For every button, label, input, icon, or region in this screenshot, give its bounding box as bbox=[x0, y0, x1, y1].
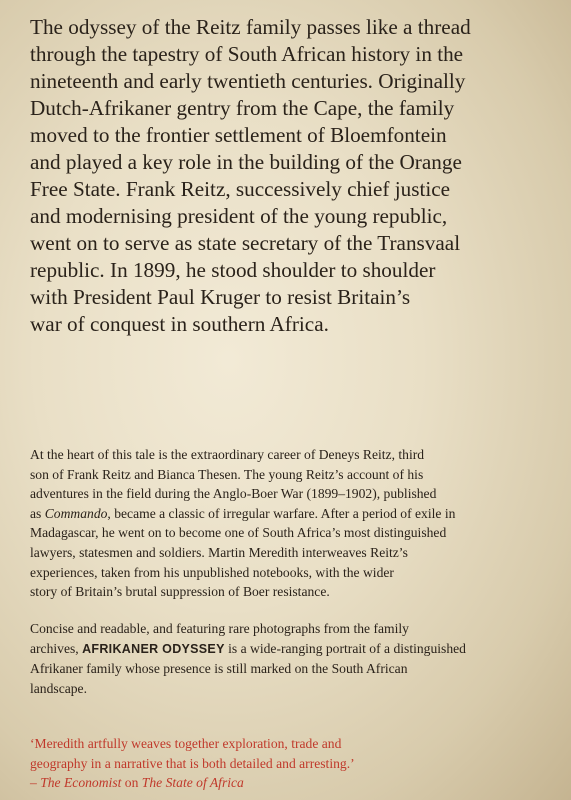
attribution-connector: on bbox=[121, 775, 142, 791]
book-title-commando: Commando bbox=[44, 505, 108, 521]
body-line: adventures in the field during the Anglo-Boer War (1899–1902), published bbox=[30, 486, 437, 502]
intro-line: and modernising president of the young republic, bbox=[30, 204, 448, 228]
intro-line: republic. In 1899, he stood shoulder to shoulder bbox=[30, 258, 436, 282]
quote-line: ‘Meredith artfully weaves together exploration, trade and bbox=[30, 736, 342, 751]
body-paragraph-summary bbox=[30, 619, 560, 698]
body-line: Concise and readable, and featuring rare photographs from the family bbox=[30, 621, 409, 636]
body-line: experiences, taken from his unpublished notebooks, with the wider bbox=[30, 564, 394, 580]
attribution-dash: – bbox=[30, 775, 41, 791]
body-line bbox=[30, 504, 560, 524]
body-line: story of Britain’s brutal suppression of Boer resistance. bbox=[30, 584, 330, 600]
intro-line: Dutch-Afrikaner gentry from the Cape, the family bbox=[30, 96, 455, 120]
review-quote bbox=[30, 734, 560, 793]
intro-line: and played a key role in the building of the Orange bbox=[30, 150, 462, 174]
body-line: son of Frank Reitz and Bianca Thesen. The young Reitz’s account of his bbox=[30, 466, 424, 482]
quote-line: geography in a narrative that is both detailed and arresting.’ bbox=[30, 755, 355, 771]
body-text: archives, bbox=[30, 640, 83, 656]
intro-blurb bbox=[30, 14, 560, 338]
body-line bbox=[30, 639, 560, 660]
book-title: AFRIKANER ODYSSEY bbox=[82, 641, 225, 656]
body-line: landscape. bbox=[30, 680, 87, 696]
body-paragraph-reitz bbox=[30, 445, 560, 602]
body-text: is a wide-ranging portrait of a distinguished bbox=[224, 640, 466, 656]
body-line: Madagascar, he went on to become one of South Africa’s most distinguished bbox=[30, 525, 447, 541]
intro-line: with President Paul Kruger to resist Britain’s bbox=[30, 285, 411, 309]
intro-line: through the tapestry of South African history in the bbox=[30, 42, 464, 66]
intro-line: moved to the frontier settlement of Bloemfontein bbox=[30, 123, 447, 147]
quote-source: The Economist bbox=[40, 775, 122, 791]
body-line: At the heart of this tale is the extraordinary career of Deneys Reitz, third bbox=[30, 447, 425, 462]
intro-line: nineteenth and early twentieth centuries. Originally bbox=[30, 69, 466, 93]
body-line: lawyers, statesmen and soldiers. Martin Meredith interweaves Reitz’s bbox=[30, 544, 408, 560]
quote-attribution bbox=[30, 773, 560, 793]
intro-line: The odyssey of the Reitz family passes like a thread bbox=[30, 15, 471, 39]
intro-line: went on to serve as state secretary of the Transvaal bbox=[30, 231, 461, 255]
body-line: Afrikaner family whose presence is still marked on the South African bbox=[30, 661, 408, 677]
quoted-book-title: The State of Africa bbox=[141, 775, 244, 791]
body-text: , became a classic of irregular warfare. After a period of exile in bbox=[107, 505, 456, 521]
body-text: as bbox=[30, 505, 45, 521]
intro-line: war of conquest in southern Africa. bbox=[30, 312, 329, 336]
intro-line: Free State. Frank Reitz, successively chief justice bbox=[30, 177, 451, 201]
